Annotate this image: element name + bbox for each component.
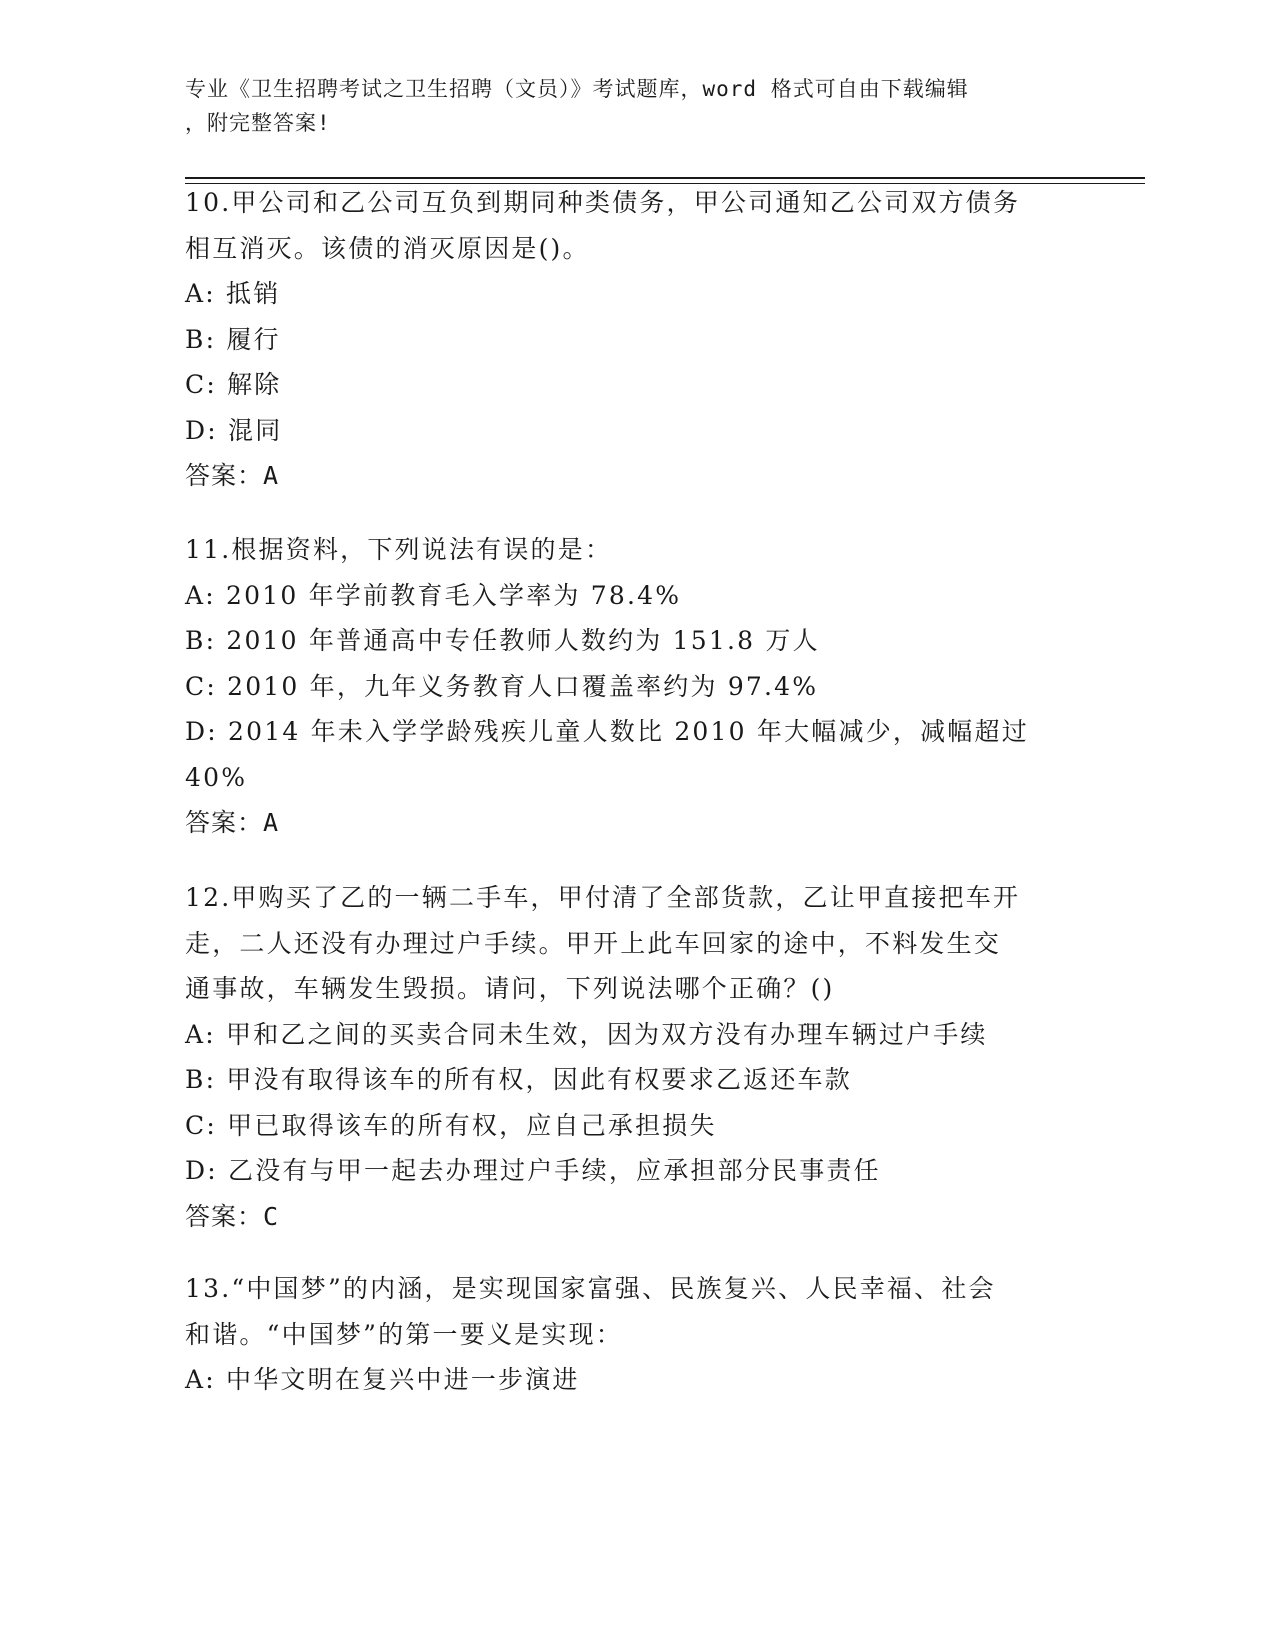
header-line-2: ，附完整答案! (185, 111, 331, 135)
option-a: A: 2010 年学前教育毛入学率为 78.4% (185, 580, 682, 610)
answer-label: 答案：A (185, 461, 280, 490)
option-d: D: 乙没有与甲一起去办理过户手续，应承担部分民事责任 (185, 1156, 881, 1185)
option-d: D: 混同 (185, 415, 283, 445)
question-12 (185, 875, 1085, 1239)
question-stem-line: 11.根据资料，下列说法有误的是： (185, 535, 613, 564)
answer-label: 答案：C (185, 1201, 280, 1231)
option-c: C: 解除 (185, 370, 282, 399)
option-b: B: 甲没有取得该车的所有权，因此有权要求乙返还车款 (185, 1065, 852, 1094)
option-c: C: 甲已取得该车的所有权，应自己承担损失 (185, 1110, 717, 1140)
answer-label: 答案：A (185, 808, 280, 837)
question-stem-line: 12.甲购买了乙的一辆二手车，甲付清了全部货款，乙让甲直接把车开 (185, 883, 1021, 912)
header-divider-thick (185, 177, 1145, 179)
question-stem-line: 相互消灭。该债的消灭原因是()。 (185, 233, 590, 263)
option-a: A: 抵销 (185, 279, 281, 308)
question-10 (185, 180, 1085, 499)
header-line-1: 专业《卫生招聘考试之卫生招聘（文员）》考试题库，word 格式可自由下载编辑 (185, 77, 969, 101)
question-stem-line: 和谐。“中国梦”的第一要义是实现： (185, 1319, 623, 1349)
question-stem-line: 10.甲公司和乙公司互负到期同种类债务，甲公司通知乙公司双方债务 (185, 188, 1021, 217)
page-header (185, 72, 1065, 140)
question-stem-line: 通事故，车辆发生毁损。请问，下列说法哪个正确？() (185, 974, 835, 1003)
option-d-continued: 40% (185, 762, 248, 792)
question-11 (185, 527, 1085, 846)
option-b: B: 履行 (185, 324, 281, 354)
option-b: B: 2010 年普通高中专任教师人数约为 151.8 万人 (185, 626, 820, 655)
option-a: A: 甲和乙之间的买卖合同未生效，因为双方没有办理车辆过户手续 (185, 1019, 988, 1049)
question-13 (185, 1266, 1085, 1403)
option-d: D: 2014 年未入学学龄残疾儿童人数比 2010 年大幅减少，减幅超过 (185, 717, 1029, 746)
option-a: A: 中华文明在复兴中进一步演进 (185, 1365, 580, 1394)
option-c: C: 2010 年，九年义务教育人口覆盖率约为 97.4% (185, 671, 819, 701)
question-stem-line: 走，二人还没有办理过户手续。甲开上此车回家的途中，不料发生交 (185, 928, 1002, 958)
question-stem-line: 13.“中国梦”的内涵，是实现国家富强、民族复兴、人民幸福、社会 (185, 1274, 996, 1303)
